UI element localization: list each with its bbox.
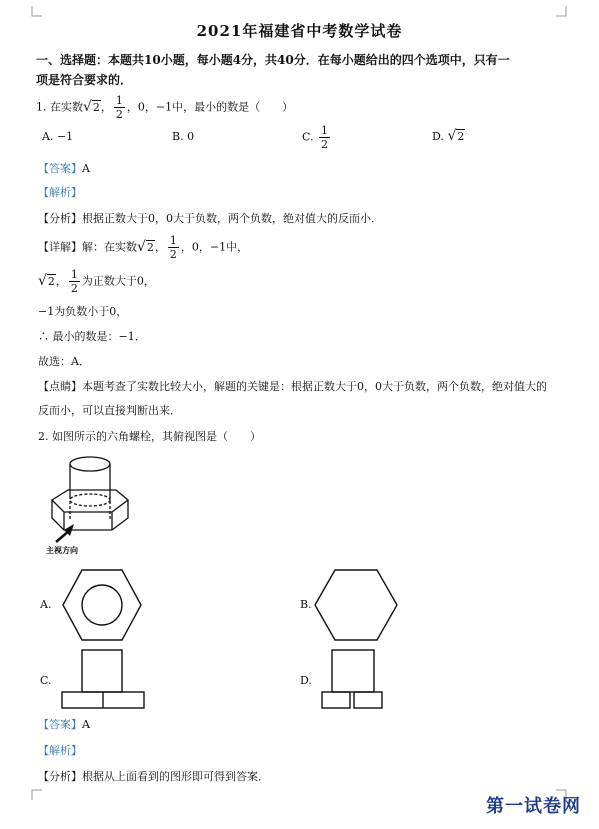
q1-option-d: D. √2: [432, 128, 465, 144]
q1-option-b: B. 0: [172, 130, 195, 143]
q2-option-b-label: B.: [300, 598, 312, 611]
q2-option-d-label: D.: [300, 674, 312, 687]
q2-option-a-figure: [62, 568, 142, 642]
page-title: 2021年福建省中考数学试卷: [196, 22, 403, 40]
q1-prefix: 1. 在实数: [36, 100, 83, 114]
q1-line-negative: −1为负数小于0，: [38, 305, 128, 318]
q1-line-choose: 故选：A．: [38, 355, 90, 368]
q1-fenxi: 【分析】根据正数大于0，0大于负数，两个负数，绝对值大的反而小．: [38, 212, 382, 225]
q1-stem: [36, 94, 293, 121]
q1-xiangjie: 【详解】解：在实数√2， $\frac{1}{2}$ ，0，−1中，: [38, 234, 249, 261]
view-direction-label: 主视方向: [46, 546, 78, 555]
q2-option-b-figure: [314, 568, 398, 642]
q1-answer: 【答案】A: [38, 162, 90, 175]
q1-dianjing-line2: 反而小，可以直接判断出来．: [38, 404, 181, 417]
crop-mark-top-right: [556, 6, 570, 20]
q2-option-a-label: A.: [40, 598, 52, 611]
q1-dianjing-line1: 【点睛】本题考查了实数比较大小，解题的关键是：根据正数大于0，0大于负数，两个负数，绝对值大的: [38, 380, 547, 393]
sqrt-two: √2: [83, 98, 100, 115]
q1-option-c: C. $\frac{1}{2}$: [302, 124, 329, 151]
hex-bolt-figure: [40, 450, 140, 558]
q2-fenxi: 【分析】根据从上面看到的图形即可得到答案．: [38, 770, 269, 783]
q2-answer: 【答案】A: [38, 718, 90, 731]
q2-option-c-figure: [60, 648, 146, 710]
q1-line-positive: √2， $\frac{1}{2}$ 为正数大于0，: [38, 268, 155, 295]
crop-mark-top-left: [28, 6, 42, 20]
q1-comma: ，: [100, 100, 112, 114]
q1-line-min: ∴ 最小的数是：−1．: [38, 330, 146, 343]
q2-option-d-figure: [320, 648, 386, 710]
q2-analysis-tag: 【解析】: [38, 744, 82, 757]
q2-option-c-label: C.: [40, 674, 52, 687]
q1-option-a: A. −1: [42, 130, 74, 143]
section-heading-line2: 项是符合要求的．: [36, 73, 133, 87]
site-watermark-logo: 第一试卷网: [486, 796, 581, 817]
q1-analysis-tag: 【解析】: [38, 186, 82, 199]
fraction-one-half: $\frac{1}{2}$: [115, 94, 123, 121]
crop-mark-bottom-left: [28, 786, 42, 800]
q1-rest: ，0，−1中，最小的数是（ ）: [126, 100, 294, 114]
q2-stem: 2. 如图所示的六角螺栓，其俯视图是（ ）: [38, 430, 261, 443]
section-heading-line1: 一、选择题：本题共10小题，每小题4分，共40分．在每小题给出的四个选项中，只有一: [36, 53, 510, 67]
